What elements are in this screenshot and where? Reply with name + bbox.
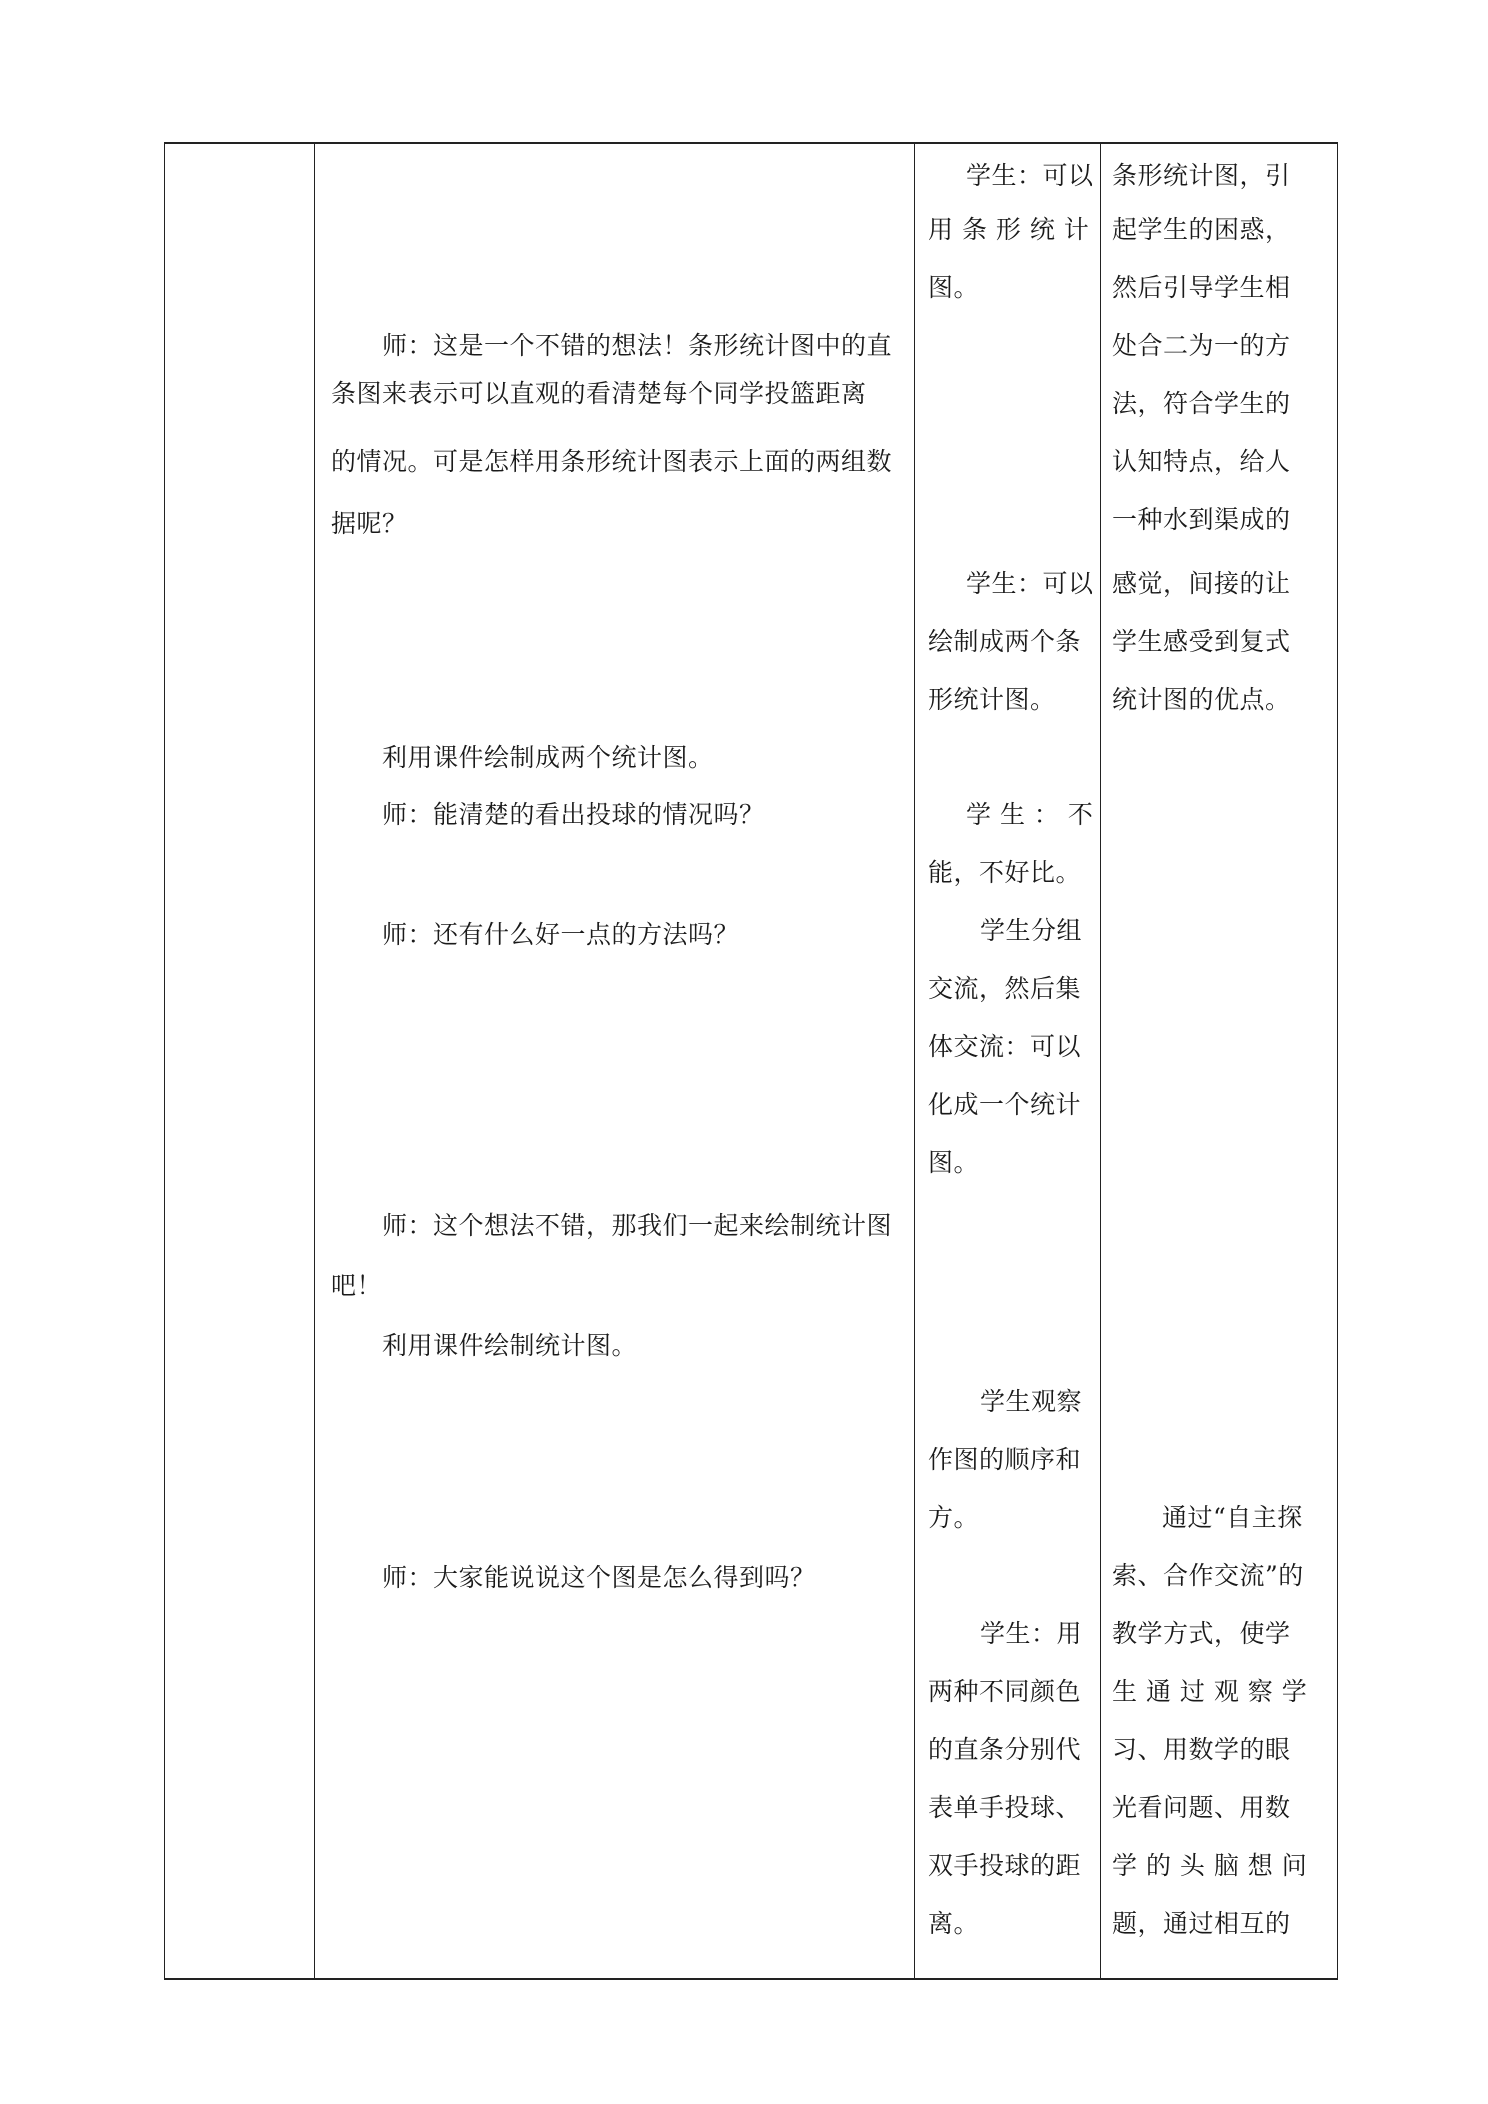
student-line: 绘制成两个条 — [928, 627, 1082, 656]
column-divider-3 — [1100, 142, 1101, 1980]
student-line: 图。 — [928, 273, 980, 302]
teacher-line: 利用课件绘制统计图。 — [382, 1331, 638, 1360]
student-line: 学生：用 — [980, 1619, 1083, 1648]
student-line: 化成一个统计 — [928, 1090, 1082, 1119]
teacher-line: 据呢？ — [331, 509, 408, 538]
student-line: 学生：可以 — [966, 161, 1094, 190]
intent-line: 感觉，间接的让 — [1112, 569, 1291, 598]
intent-line: 学生感受到复式 — [1112, 627, 1291, 656]
intent-line: 题，通过相互的 — [1112, 1909, 1291, 1938]
student-line: 双手投球的距 — [928, 1851, 1082, 1880]
student-line: 表单手投球、 — [928, 1793, 1082, 1822]
student-line: 用 条 形 统 计 — [928, 215, 1090, 244]
intent-line: 教学方式，使学 — [1112, 1619, 1291, 1648]
student-line: 学生：可以 — [966, 569, 1094, 598]
teacher-line: 吧！ — [331, 1271, 383, 1300]
intent-line: 统计图的优点。 — [1112, 685, 1291, 714]
intent-line: 认知特点，给人 — [1112, 447, 1291, 476]
intent-line: 索、合作交流”的 — [1112, 1561, 1304, 1590]
student-line: 图。 — [928, 1148, 980, 1177]
student-line: 作图的顺序和 — [928, 1445, 1082, 1474]
student-line: 的直条分别代 — [928, 1735, 1082, 1764]
student-line: 方。 — [928, 1503, 980, 1532]
intent-line: 学 的 头 脑 想 问 — [1112, 1851, 1308, 1880]
intent-line: 处合二为一的方 — [1112, 331, 1291, 360]
intent-line: 光看问题、用数 — [1112, 1793, 1291, 1822]
intent-line: 一种水到渠成的 — [1112, 505, 1291, 534]
intent-line: 条形统计图，引 — [1112, 161, 1291, 190]
teacher-line: 师：能清楚的看出投球的情况吗？ — [382, 800, 765, 829]
intent-line: 然后引导学生相 — [1112, 273, 1291, 302]
student-line: 两种不同颜色 — [928, 1677, 1082, 1706]
teacher-line: 条图来表示可以直观的看清楚每个同学投篮距离 — [331, 379, 867, 408]
teacher-line: 师：大家能说说这个图是怎么得到吗？ — [382, 1563, 816, 1592]
student-line: 形统计图。 — [928, 685, 1056, 714]
column-divider-1 — [314, 142, 315, 1980]
intent-line: 法，符合学生的 — [1112, 389, 1291, 418]
student-line: 交流，然后集 — [928, 974, 1082, 1003]
student-line: 能，不好比。 — [928, 858, 1082, 887]
intent-line: 通过“自主探 — [1162, 1503, 1303, 1532]
column-divider-2 — [914, 142, 915, 1980]
student-line: 体交流：可以 — [928, 1032, 1082, 1061]
student-line: 离。 — [928, 1909, 980, 1938]
teacher-line: 利用课件绘制成两个统计图。 — [382, 743, 714, 772]
teacher-line: 师：这是一个不错的想法！条形统计图中的直 — [382, 331, 893, 360]
intent-line: 习、用数学的眼 — [1112, 1735, 1291, 1764]
intent-line: 起学生的困惑， — [1112, 215, 1291, 244]
student-line: 学 生 ： 不 — [966, 800, 1094, 829]
intent-line: 生 通 过 观 察 学 — [1112, 1677, 1308, 1706]
teacher-line: 的情况。可是怎样用条形统计图表示上面的两组数 — [331, 447, 893, 476]
student-line: 学生观察 — [980, 1387, 1083, 1416]
teacher-line: 师：还有什么好一点的方法吗？ — [382, 920, 740, 949]
student-line: 学生分组 — [980, 916, 1083, 945]
teacher-line: 师：这个想法不错，那我们一起来绘制统计图 — [382, 1211, 893, 1240]
